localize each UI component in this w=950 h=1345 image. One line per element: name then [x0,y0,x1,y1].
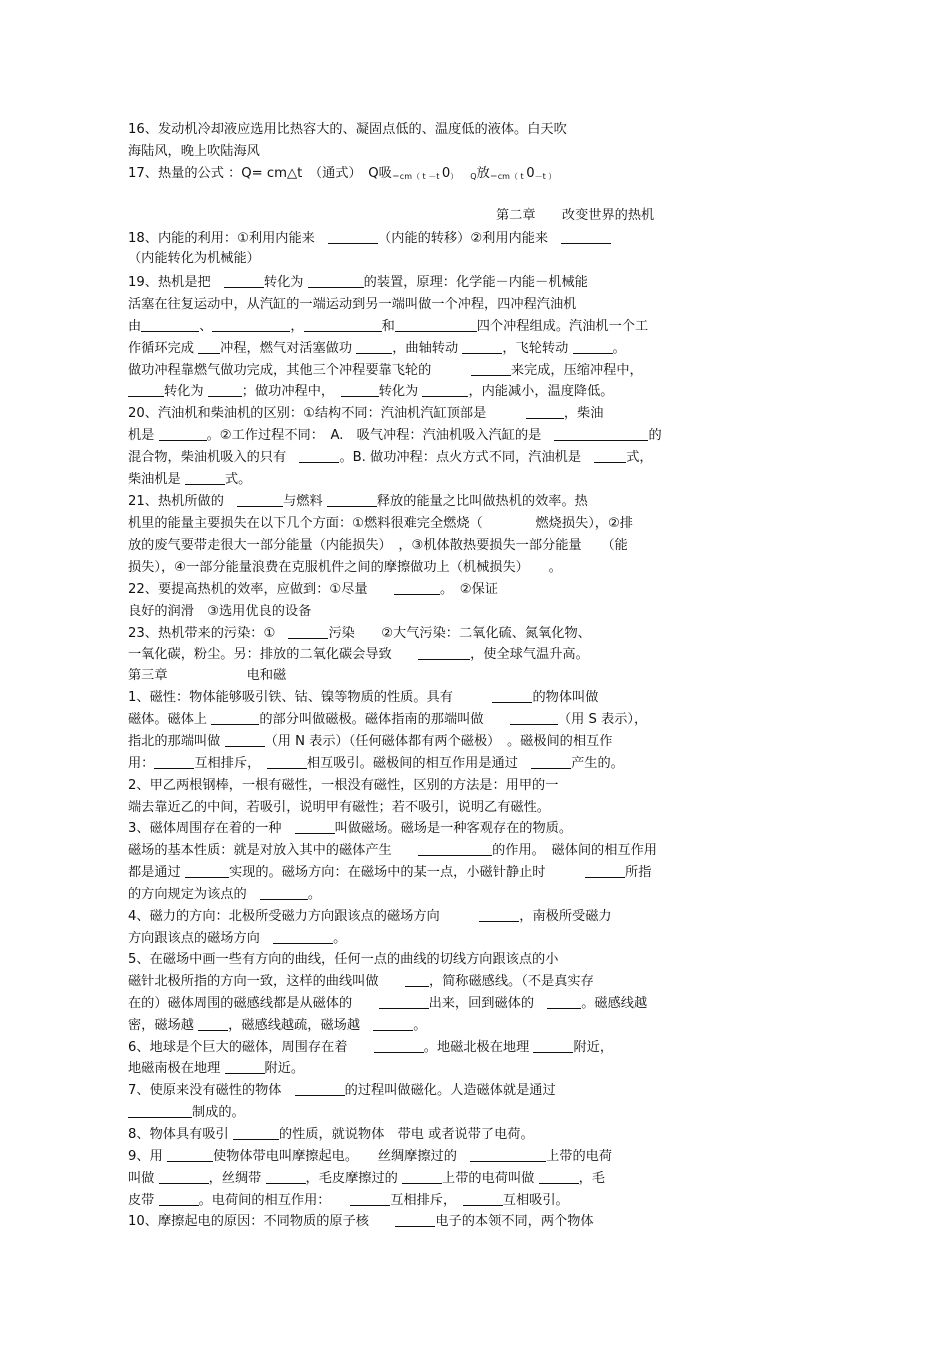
fill-in-blank[interactable] [539,1169,579,1184]
text-segment: 放 [476,166,490,181]
subscript-text: －t ） [534,172,557,181]
fill-in-blank[interactable] [198,1016,228,1031]
text-segment: ，简称磁感线。（不是真实存 [428,974,594,989]
text-segment: ，使全球气温升高。 [470,647,589,662]
text-line [128,775,558,797]
text-segment: 活塞在往复运动中，从汽缸的一端运动到另一端叫做一个冲程，四冲程汽油机 [128,297,577,312]
text-segment: 附近， [573,1040,614,1055]
text-segment: 都是通过 [128,865,185,880]
fill-in-blank[interactable] [212,317,290,332]
text-segment: ，毛 [578,1171,605,1186]
text-segment: 。电荷间的相互作用： [198,1193,351,1208]
text-segment: 转化为 [378,384,423,399]
text-segment: 。磁感线越 [581,996,648,1011]
text-segment: 0 [526,166,535,181]
text-segment: 6、地球是个巨大的磁体，周围存在着 [128,1040,374,1055]
fill-in-blank[interactable] [295,819,335,834]
text-line [128,272,588,294]
text-segment: 磁针北极所指的方向一致，这样的曲线叫做 [128,974,405,989]
text-segment: ， [290,319,304,334]
fill-in-blank[interactable] [295,1081,345,1096]
fill-in-blank[interactable] [224,273,264,288]
text-line [128,753,624,775]
text-line [128,338,626,360]
text-line [128,993,647,1015]
text-line [128,1102,245,1124]
text-segment: 。 [612,341,626,356]
fill-in-blank[interactable] [233,1125,279,1140]
text-segment: ，内能减小，温度降低。 [468,384,614,399]
text-segment: 的部分叫做磁极。磁体指南的那端叫做 [259,712,510,727]
text-line [128,228,611,250]
text-segment: 。②工作过程不同： A. 吸气冲程：汽油机吸入汽缸的是 [206,428,555,443]
text-line [128,1058,304,1080]
text-segment: 用： [128,756,155,771]
text-segment: 和 [381,319,395,334]
text-segment: 转化为 [164,384,208,399]
text-segment: 2、甲乙两根钢棒，一根有磁性，一根没有磁性，区别的方法是：用甲的一 [128,778,559,793]
text-segment: 3、磁体周围存在着的一种 [128,821,295,836]
text-segment: 使物体带电叫摩擦起电。 丝绸摩擦过的 [212,1149,471,1164]
text-segment: 作循环完成 [128,341,199,356]
text-line [128,1080,556,1102]
text-segment: 柴油机是 [128,472,185,487]
text-segment: 的装置，原理：化学能－内能－机械能 [363,275,588,290]
text-segment: 的 [648,428,662,443]
text-segment: 由 [128,319,142,334]
text-line [128,601,311,623]
text-line [128,294,576,316]
text-segment: 1、磁性：物体能够吸引铁、钴、镍等物质的性质。具有 [128,690,493,705]
text-line [128,623,591,645]
fill-in-blank[interactable] [267,754,307,769]
fill-in-blank[interactable] [492,688,532,703]
text-segment: 机里的能量主要损失在以下几个方面：①燃料很难完全燃烧（ 燃烧损失），②排 [128,516,633,531]
text-line [128,579,498,601]
fill-in-blank[interactable] [341,382,379,397]
text-segment: 式。 [224,472,252,487]
text-line [128,535,628,557]
text-segment: （内能转化为机械能） [128,251,260,266]
text-segment: ，曲轴转动 [392,341,463,356]
text-segment: 实现的。磁场方向：在磁场中的某一点，小磁针静止时 [228,865,586,880]
fill-in-blank[interactable] [395,1212,435,1227]
text-segment: 的性质，就说物体 带电 或者说带了电荷。 [278,1127,534,1142]
text-line [128,360,643,382]
fill-in-blank[interactable] [462,339,502,354]
fill-in-blank[interactable] [531,754,571,769]
text-line [128,884,321,906]
text-segment: ，丝绸带 [208,1171,266,1186]
text-segment: 4、磁力的方向：北极所受磁力方向跟该点的磁场方向 [128,909,480,924]
text-segment: ，毛皮摩擦过的 [305,1171,403,1186]
text-segment: ；做功冲程中， [241,384,341,399]
text-segment: 、 [199,319,213,334]
fill-in-blank[interactable] [374,1038,424,1053]
text-segment: 端去靠近乙的中间，若吸引，说明甲有磁性；若不吸引，说明乙有磁性。 [128,800,550,815]
text-segment: 19、热机是把 [128,275,224,290]
text-line [128,119,567,141]
text-line [128,949,558,971]
fill-in-blank[interactable] [327,492,377,507]
text-segment: 指北的那端叫做 [128,734,225,749]
fill-in-blank[interactable] [128,382,164,397]
fill-in-blank[interactable] [350,1191,390,1206]
fill-in-blank[interactable] [211,710,259,725]
text-segment: 磁体。磁体上 [128,712,212,727]
text-line [128,469,251,491]
text-line [128,1037,613,1059]
text-line [128,928,346,950]
text-line [128,1146,612,1168]
text-segment: 出来，回到磁体的 [428,996,548,1011]
text-segment: 释放的能量之比叫做热机的效率。热 [376,494,588,509]
text-segment: 。 [413,1018,427,1033]
text-line [128,248,260,270]
text-segment: 冲程，燃气对活塞做功 [220,341,357,356]
text-segment: ，飞轮转动 [502,341,573,356]
fill-in-blank[interactable] [260,885,308,900]
text-segment: 7、使原来没有磁性的物体 [128,1083,295,1098]
text-segment: 互相吸引。 [502,1193,569,1208]
text-segment: 。B. 做功冲程：点火方式不同，汽油机是 [339,450,595,465]
text-segment: 。地磁北极在地理 [423,1040,534,1055]
fill-in-blank[interactable] [266,1169,306,1184]
text-line [128,644,589,666]
text-segment: 的过程叫做磁化。人造磁体就是通过 [344,1083,556,1098]
fill-in-blank[interactable] [154,754,194,769]
text-segment: 方向跟该点的磁场方向 [128,931,274,946]
text-segment: 23、热机带来的污染：① [128,626,289,641]
fill-in-blank[interactable] [373,1016,413,1031]
text-segment: 9、用 [128,1149,167,1164]
text-segment: 海陆风，晚上吹陆海风 [128,144,260,159]
text-line [128,1190,569,1212]
fill-in-blank[interactable] [128,1103,192,1118]
text-segment: ，柴油 [563,406,604,421]
text-segment: （内能的转移）②利用内能来 [378,231,562,246]
text-line [128,1015,426,1037]
fill-in-blank[interactable] [356,339,392,354]
subscript-text: ＝cm（ t [489,172,527,181]
text-segment: 叫做磁场。磁场是一种客观存在的物质。 [334,821,573,836]
text-line [128,1124,534,1146]
text-segment: 附近。 [264,1061,305,1076]
text-line [128,403,603,425]
text-line [128,687,598,709]
text-line [128,731,612,753]
fill-in-blank[interactable] [379,994,429,1009]
text-segment: 0 [441,166,451,181]
text-line [128,862,651,884]
fill-in-blank[interactable] [185,470,225,485]
fill-in-blank[interactable] [237,492,283,507]
text-line [128,906,612,928]
fill-in-blank[interactable] [547,994,581,1009]
text-line [128,818,572,840]
text-segment: 一氧化碳，粉尘。另：排放的二氧化碳会导致 [128,647,419,662]
fill-in-blank[interactable] [418,645,470,660]
fill-in-blank[interactable] [185,863,229,878]
text-segment: 密，磁场越 [128,1018,199,1033]
text-line [128,665,286,687]
fill-in-blank[interactable] [159,1191,199,1206]
text-segment: 所指 [625,865,652,880]
text-segment: ，南极所受磁力 [519,909,612,924]
text-segment: 在的）磁体周围的磁感线都是从磁体的 [128,996,379,1011]
text-segment: 地磁南极在地理 [128,1061,225,1076]
text-line [128,797,550,819]
text-segment: 上带的电荷 [546,1149,613,1164]
text-line [128,1168,605,1190]
text-segment: 。 ②保证 [439,582,498,597]
fill-in-blank[interactable] [554,426,648,441]
text-line [128,557,562,579]
text-line [496,205,654,227]
text-line [128,381,614,403]
fill-in-blank[interactable] [561,229,611,244]
text-segment: 产生的。 [571,756,624,771]
fill-in-blank[interactable] [159,1169,209,1184]
text-segment: 16、发动机冷却液应选用比热容大的、凝固点低的、温度低的液体。白天吹 [128,122,567,137]
fill-in-blank[interactable] [198,339,220,354]
fill-in-blank[interactable] [510,710,558,725]
text-segment: 上带的电荷叫做 [442,1171,539,1186]
text-segment: 磁场的基本性质：就是对放入其中的磁体产生 [128,843,419,858]
text-line [128,141,260,163]
fill-in-blank[interactable] [394,580,440,595]
text-segment: 良好的润滑 ③选用优良的设备 [128,604,312,619]
fill-in-blank[interactable] [405,972,429,987]
fill-in-blank[interactable] [141,317,199,332]
text-segment: 的方向规定为该点的 [128,887,260,902]
text-segment: 21、热机所做的 [128,494,238,509]
fill-in-blank[interactable] [225,732,265,747]
fill-in-blank[interactable] [273,929,333,944]
text-segment: 污染 ②大气污染：二氧化硫、氮氧化物、 [328,626,591,641]
text-segment: 电子的本领不同，两个物体 [435,1214,594,1229]
text-segment: 相互吸引。磁极间的相互作用是通过 [306,756,532,771]
text-segment: 18、内能的利用：①利用内能来 [128,231,329,246]
text-segment: 互相排斥， [194,756,267,771]
fill-in-blank[interactable] [159,426,207,441]
fill-in-blank[interactable] [395,317,477,332]
text-segment: 。 [307,887,322,902]
text-segment: 第三章 电和磁 [128,668,287,683]
text-segment: 10、摩擦起电的原因：不同物质的原子核 [128,1214,396,1229]
fill-in-blank[interactable] [288,624,328,639]
fill-in-blank[interactable] [594,448,626,463]
text-segment: 17、热量的公式 ：Q= cm△t （通式） Q [128,166,379,181]
text-segment: 20、汽油机和柴油机的区别：①结构不同：汽油机汽缸顶部是 [128,406,526,421]
text-segment: 的作用。 磁体间的相互作用 [492,843,657,858]
text-segment: 皮带 [128,1193,159,1208]
text-segment: 做功冲程靠燃气做功完成，其他三个冲程要靠飞轮的 [128,363,471,378]
fill-in-blank[interactable] [533,1038,573,1053]
fill-in-blank[interactable] [471,361,511,376]
text-segment: （用 N 表示）（任何磁体都有两个磁极） 。磁极间的相互作 [264,734,613,749]
text-line [128,971,594,993]
text-segment: ，磁感线越疏，磁场越 [228,1018,374,1033]
subscript-text: ） Q [450,172,477,181]
text-segment: 混合物，柴油机吸入的只有 [128,450,300,465]
text-segment: 与燃料 [283,494,327,509]
text-segment: 。 [333,931,347,946]
fill-in-blank[interactable] [463,1191,503,1206]
fill-in-blank[interactable] [328,229,378,244]
text-segment: 8、物体具有吸引 [128,1127,233,1142]
text-line [128,447,653,469]
text-line [128,163,556,185]
fill-in-blank[interactable] [418,841,492,856]
text-segment: 5、在磁场中画一些有方向的曲线，任何一点的曲线的切线方向跟该点的小 [128,952,559,967]
fill-in-blank[interactable] [304,317,382,332]
fill-in-blank[interactable] [299,448,339,463]
text-segment: 第二章 改变世界的热机 [496,208,655,223]
text-segment: 制成的。 [192,1105,245,1120]
text-segment: 损失），④一部分能量浪费在克服机件之间的摩擦做功上（机械损失） 。 [128,560,562,575]
text-line [128,840,657,862]
text-line [128,709,647,731]
fill-in-blank[interactable] [470,1147,546,1162]
text-line [128,316,648,338]
text-segment: 式， [626,450,653,465]
text-line [128,491,588,513]
text-segment: 来完成，压缩冲程中， [510,363,643,378]
fill-in-blank[interactable] [585,863,625,878]
fill-in-blank[interactable] [225,1059,265,1074]
text-segment: 放的废气要带走很大一部分能量（内能损失） ，③机体散热要损失一部分能量 （能 [128,538,628,553]
fill-in-blank[interactable] [526,404,564,419]
fill-in-blank[interactable] [402,1169,442,1184]
text-segment: 的物体叫做 [532,690,599,705]
text-segment: 吸 [378,166,392,181]
text-line [128,1211,594,1233]
text-segment: 转化为 [263,275,308,290]
text-segment: 互相排斥， [390,1193,463,1208]
fill-in-blank[interactable] [479,907,519,922]
text-line [128,425,662,447]
text-segment: 机是 [128,428,159,443]
text-line [128,513,633,535]
fill-in-blank[interactable] [422,382,468,397]
text-segment: 叫做 [128,1171,159,1186]
text-segment: 四个冲程组成。汽油机一个工 [476,319,649,334]
fill-in-blank[interactable] [167,1147,213,1162]
fill-in-blank[interactable] [208,382,242,397]
text-segment: （用 S 表示）， [557,712,648,727]
subscript-text: ＝cm（ t －t [391,172,442,181]
text-segment: 22、要提高热机的效率，应做到：①尽量 [128,582,394,597]
fill-in-blank[interactable] [573,339,613,354]
fill-in-blank[interactable] [308,273,364,288]
